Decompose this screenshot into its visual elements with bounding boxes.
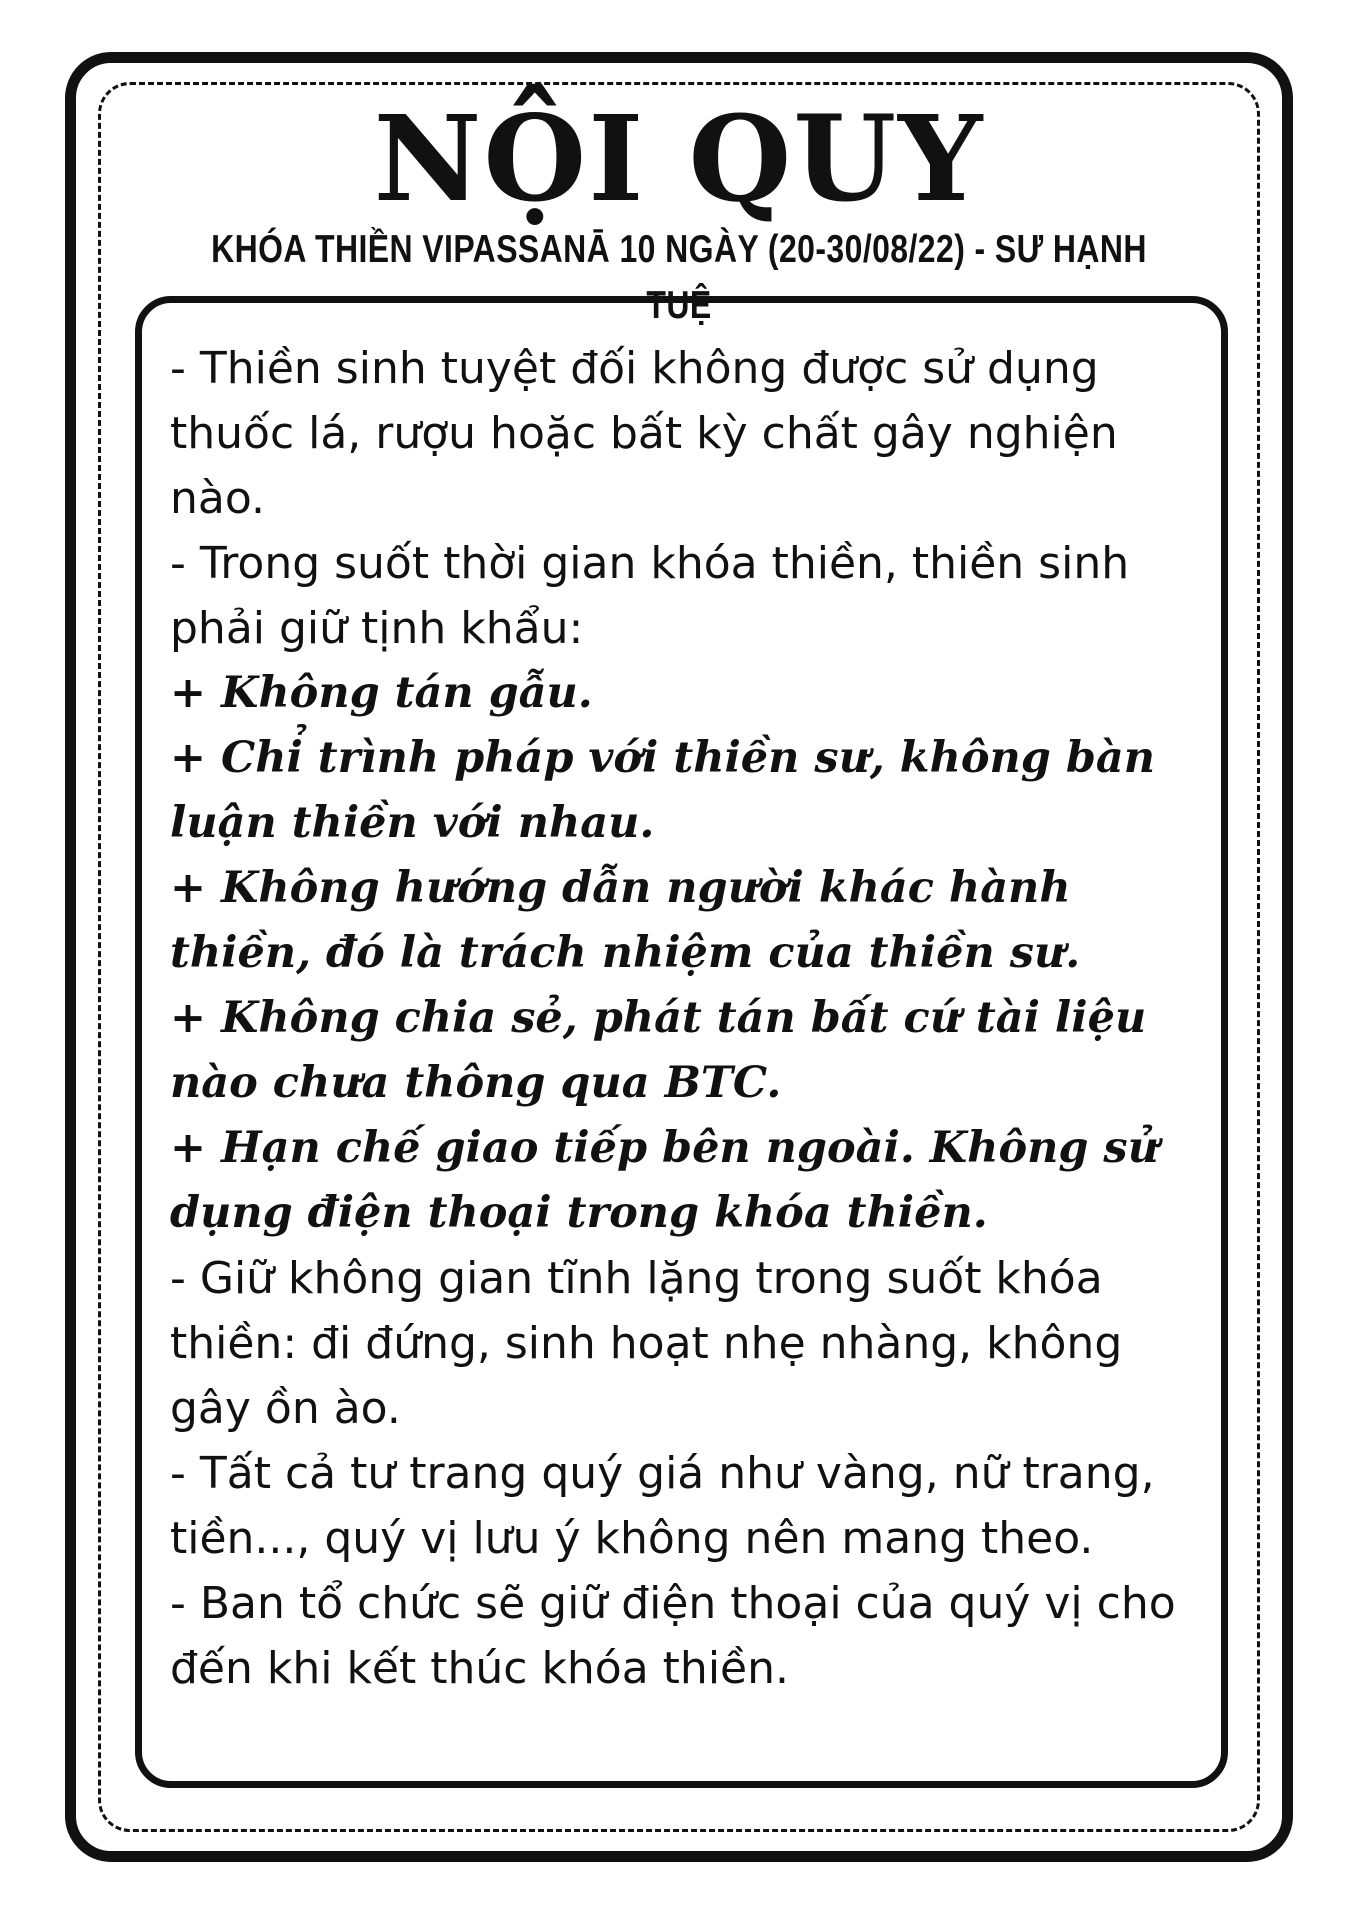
rule-dharma-with-teacher-only: + Chỉ trình pháp với thiền sư, không bàn luận thiền với nhau. [170, 733, 1156, 848]
rule-noble-silence: - Trong suốt thời gian khóa thiền, thiền sinh phải giữ tịnh khẩu: [170, 538, 1130, 654]
rule-limit-outside-contact: + Hạn chế giao tiếp bên ngoài. Không sử dụng điện thoại trong khóa thiền. [170, 1123, 1159, 1238]
rule-phones-kept: - Ban tổ chức sẽ giữ điện thoại của quý vị cho đến khi kết thúc khóa thiền. [170, 1578, 1176, 1694]
rule-no-chatting: + Không tán gẫu. [170, 668, 593, 718]
rule-keep-quiet-space: - Giữ không gian tĩnh lặng trong suốt khóa thiền: đi đứng, sinh hoạt nhẹ nhàng, không gây ồn ào. [170, 1253, 1123, 1434]
rule-no-sharing-materials: + Không chia sẻ, phát tán bất cứ tài liệu nào chưa thông qua BTC. [170, 993, 1147, 1108]
rule-no-valuables: - Tất cả tư trang quý giá như vàng, nữ trang, tiền..., quý vị lưu ý không nên mang theo. [170, 1448, 1155, 1564]
rules-list [170, 336, 1210, 1701]
page-title: NỘI QUY [373, 89, 985, 228]
rule-no-substances: - Thiền sinh tuyệt đối không được sử dụng thuốc lá, rượu hoặc bất kỳ chất gây nghiện nào. [170, 343, 1118, 524]
rule-no-instructing-others: + Không hướng dẫn người khác hành thiền, đó là trách nhiệm của thiền sư. [170, 863, 1081, 978]
course-subtitle: KHÓA THIỀN VIPASSANĀ 10 NGÀY (20-30/08/22) - SƯ HẠNH TUỆ [211, 228, 1147, 327]
